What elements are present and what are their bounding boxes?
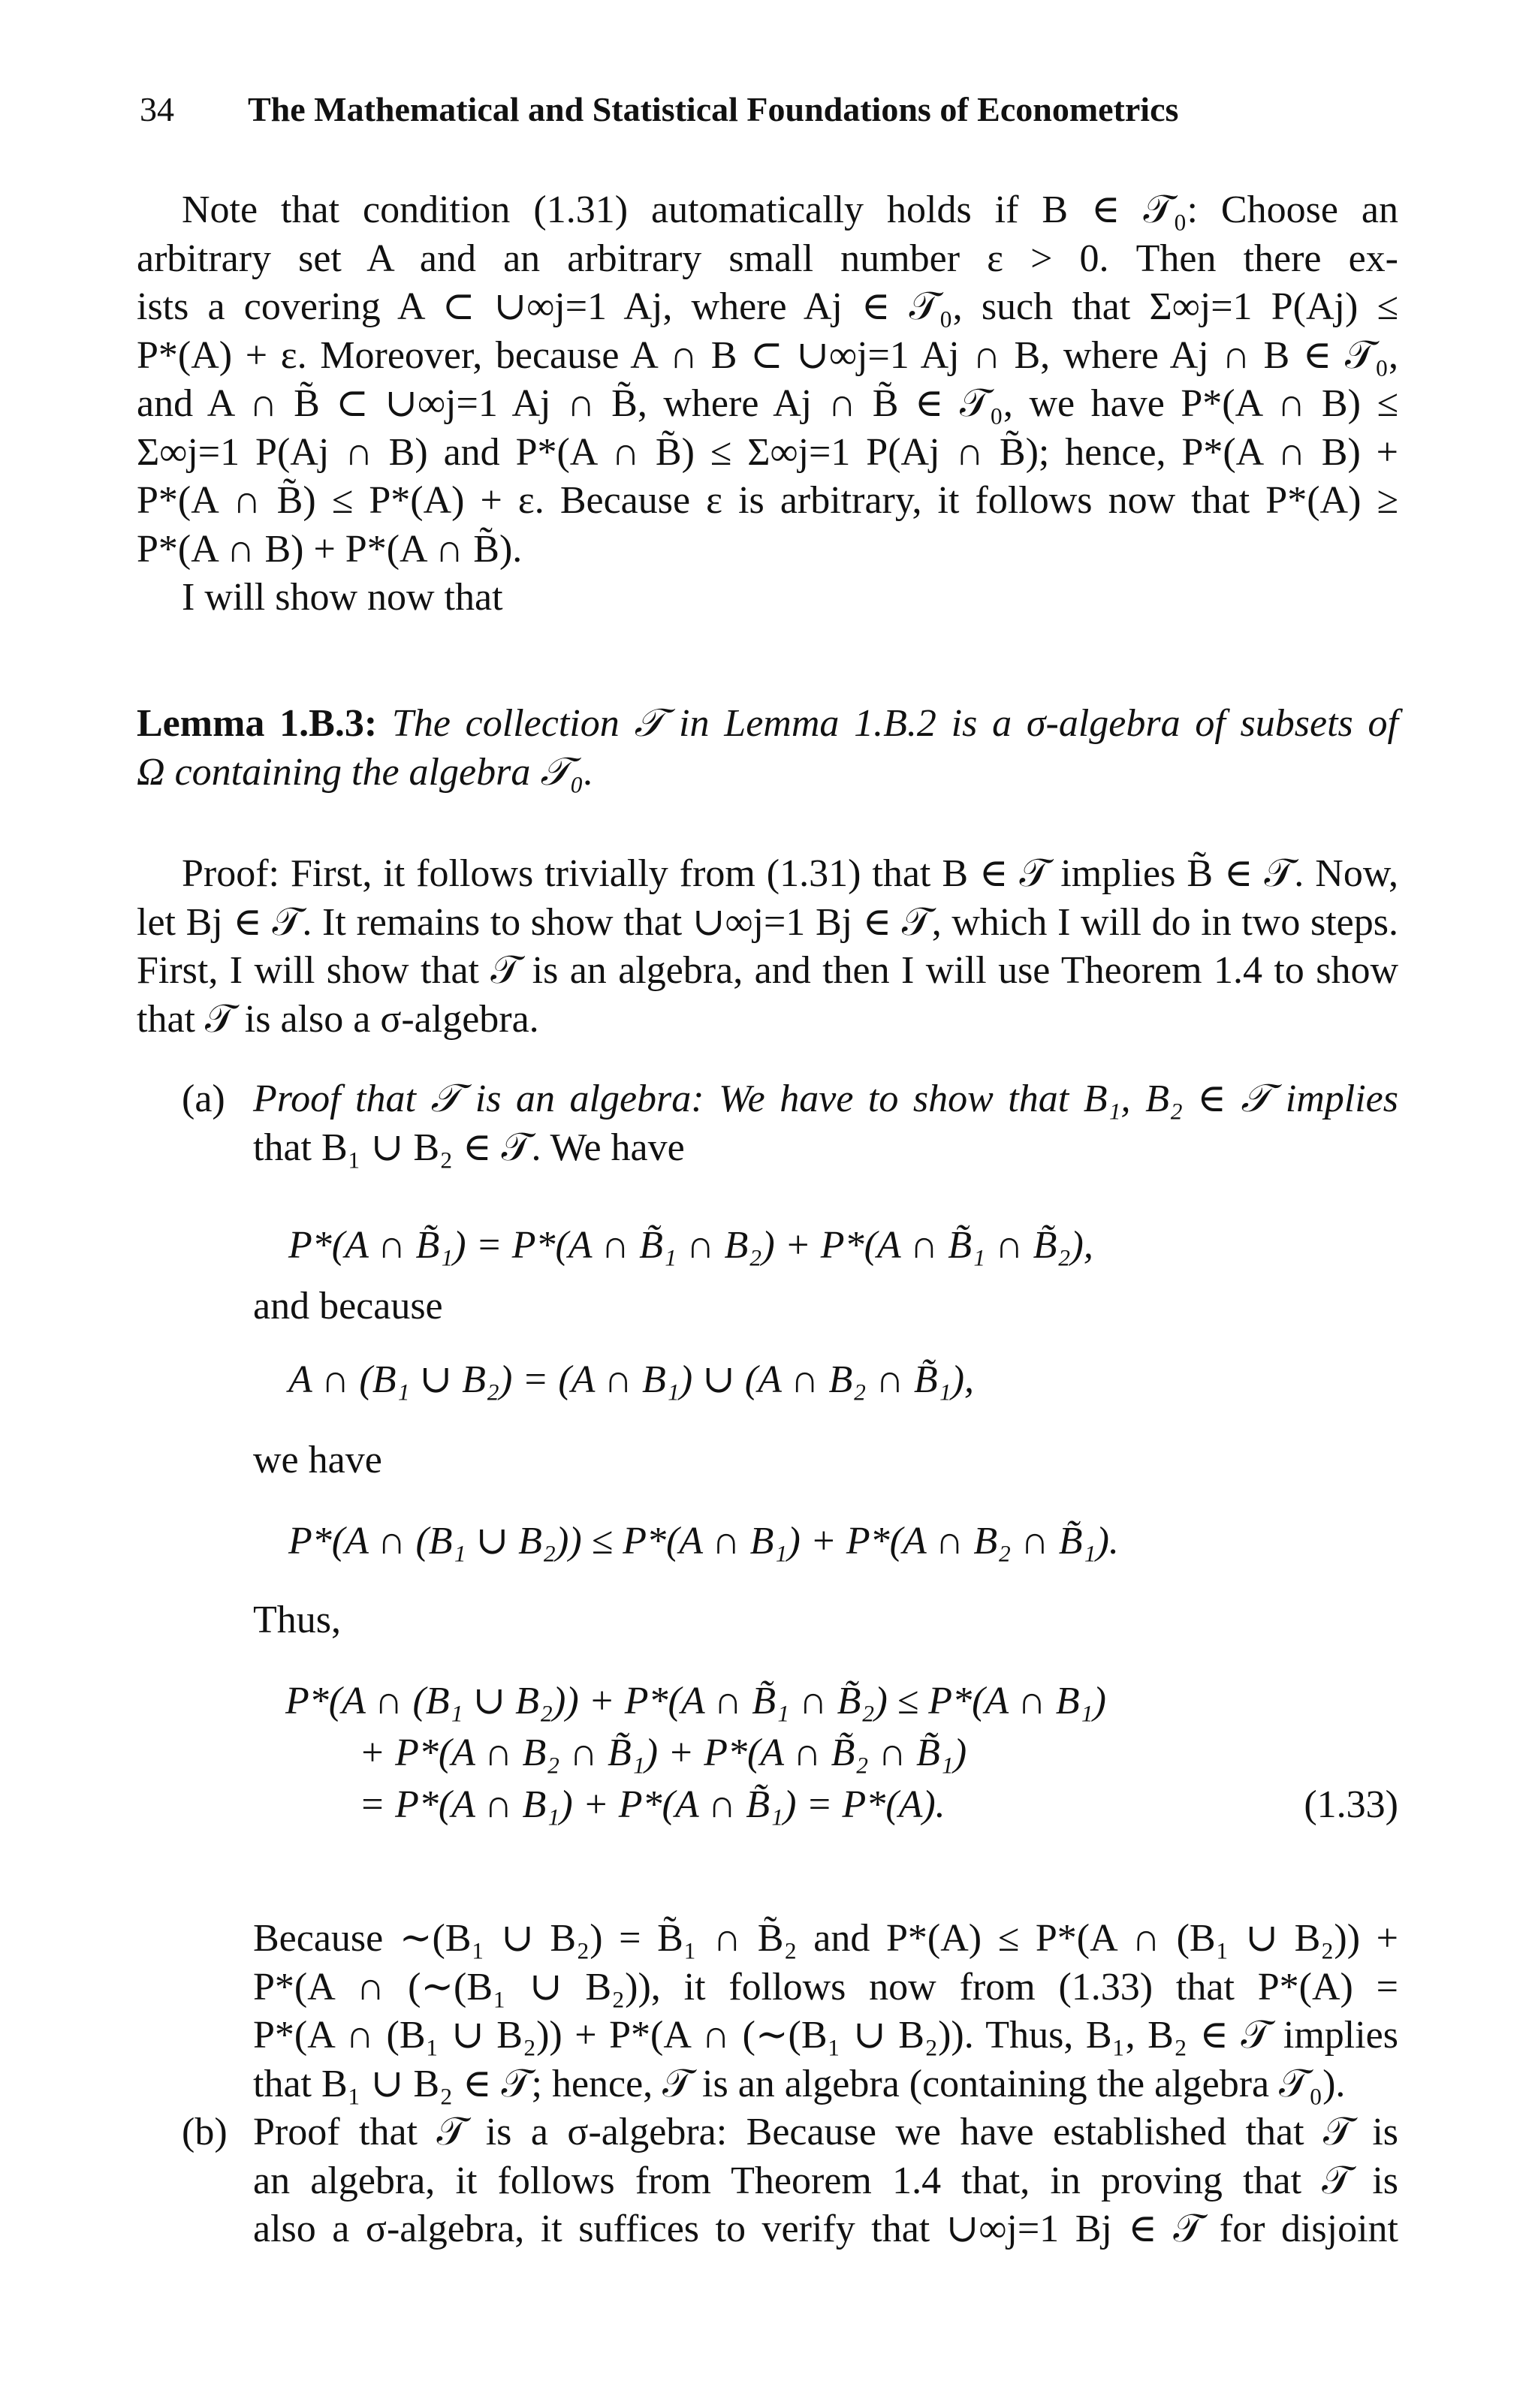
text-line: Σ∞j=1 P(Aj ∩ B) and P*(A ∩ B̃) ≤ Σ∞j=1 P(Aj ∩ B̃); hence, P*(A ∩ B) + bbox=[137, 430, 1398, 474]
text-line: arbitrary set A and an arbitrary small number ε > 0. Then there ex- bbox=[137, 237, 1398, 280]
text-line: P*(A ∩ (B₁ ∪ B₂)) + P*(A ∩ (∼(B₁ ∪ B₂)). Thus, B₁, B₂ ∈ 𝒯 implies bbox=[253, 2014, 1398, 2057]
running-title: The Mathematical and Statistical Foundations of Econometrics bbox=[248, 90, 1179, 128]
lemma-text: Ω containing the algebra 𝒯₀. bbox=[137, 750, 594, 794]
text-line: that B₁ ∪ B₂ ∈ 𝒯. We have bbox=[253, 1126, 685, 1169]
text-line: P*(A) + ε. Moreover, because A ∩ B ⊂ ∪∞j=1 Aj ∩ B, where Aj ∩ B ∈ 𝒯₀, bbox=[137, 333, 1398, 377]
equation: P*(A ∩ (B₁ ∪ B₂)) ≤ P*(A ∩ B₁) + P*(A ∩ B₂ ∩ B̃₁). bbox=[288, 1520, 1119, 1563]
text-line: ists a covering A ⊂ ∪∞j=1 Aj, where Aj ∈ 𝒯₀, such that Σ∞j=1 P(Aj) ≤ bbox=[137, 285, 1398, 328]
lemma-statement bbox=[137, 700, 1398, 797]
equation: = P*(A ∩ B₁) + P*(A ∩ B̃₁) = P*(A). bbox=[359, 1783, 945, 1826]
text-line: P*(A ∩ B) + P*(A ∩ B̃). bbox=[137, 527, 523, 571]
text-line: Proof that 𝒯 is an algebra: We have to show that B₁, B₂ ∈ 𝒯 implies bbox=[253, 1077, 1398, 1120]
equation: A ∩ (B₁ ∪ B₂) = (A ∩ B₁) ∪ (A ∩ B₂ ∩ B̃₁), bbox=[288, 1358, 975, 1401]
text-line: P*(A ∩ (∼(B₁ ∪ B₂)), it follows now from (1.33) that P*(A) = bbox=[253, 1965, 1398, 2009]
text-line: we have bbox=[253, 1439, 382, 1481]
text-line: and A ∩ B̃ ⊂ ∪∞j=1 Aj ∩ B̃, where Aj ∩ B̃ ∈ 𝒯₀, we have P*(A ∩ B) ≤ bbox=[137, 382, 1398, 425]
lemma-text: The collection 𝒯 in Lemma 1.B.2 is a σ-algebra of subsets of bbox=[391, 702, 1398, 745]
equation: P*(A ∩ B̃₁) = P*(A ∩ B̃₁ ∩ B₂) + P*(A ∩ B̃₁ ∩ B̃₂), bbox=[288, 1224, 1093, 1267]
proof-paragraph bbox=[137, 850, 1398, 1044]
text-line: that 𝒯 is also a σ-algebra. bbox=[137, 997, 539, 1041]
text-line: First, I will show that 𝒯 is an algebra, and then I will use Theorem 1.4 to show bbox=[137, 949, 1398, 992]
equation: + P*(A ∩ B₂ ∩ B̃₁) + P*(A ∩ B̃₂ ∩ B̃₁) bbox=[359, 1731, 967, 1774]
text-line: Proof that 𝒯 is a σ-algebra: Because we have established that 𝒯 is bbox=[253, 2111, 1398, 2153]
text-line: P*(A ∩ B̃) ≤ P*(A) + ε. Because ε is arbitrary, it follows now that P*(A) ≥ bbox=[137, 479, 1398, 522]
equation-number: (1.33) bbox=[1304, 1783, 1398, 1826]
text-line: Because ∼(B₁ ∪ B₂) = B̃₁ ∩ B̃₂ and P*(A) ≤ P*(A ∩ (B₁ ∪ B₂)) + bbox=[253, 1917, 1398, 1960]
item-label: (b) bbox=[182, 2111, 228, 2153]
text-line: an algebra, it follows from Theorem 1.4 that, in proving that 𝒯 is bbox=[253, 2159, 1398, 2202]
text-line: that B₁ ∪ B₂ ∈ 𝒯; hence, 𝒯 is an algebra (containing the algebra 𝒯₀). bbox=[253, 2062, 1346, 2105]
page-number: 34 bbox=[140, 90, 174, 128]
text-line: I will show now that bbox=[182, 576, 503, 619]
text-line: Proof: First, it follows trivially from (1.31) that B ∈ 𝒯 implies B̃ ∈ 𝒯. Now, bbox=[182, 852, 1398, 895]
text-line: and because bbox=[253, 1285, 443, 1328]
lemma-label: Lemma 1.B.3: bbox=[137, 702, 378, 745]
paragraph-condition bbox=[137, 186, 1398, 622]
text-line: let Bj ∈ 𝒯. It remains to show that ∪∞j=1 Bj ∈ 𝒯, which I will do in two steps. bbox=[137, 900, 1398, 944]
text-line: Thus, bbox=[253, 1599, 341, 1641]
text-line: Note that condition (1.31) automatically holds if B ∈ 𝒯₀: Choose an bbox=[182, 188, 1398, 231]
item-label: (a) bbox=[182, 1077, 225, 1120]
text-line: also a σ-algebra, it suffices to verify that ∪∞j=1 Bj ∈ 𝒯 for disjoint bbox=[253, 2208, 1398, 2250]
equation: P*(A ∩ (B₁ ∪ B₂)) + P*(A ∩ B̃₁ ∩ B̃₂) ≤ P*(A ∩ B₁) bbox=[285, 1680, 1106, 1722]
